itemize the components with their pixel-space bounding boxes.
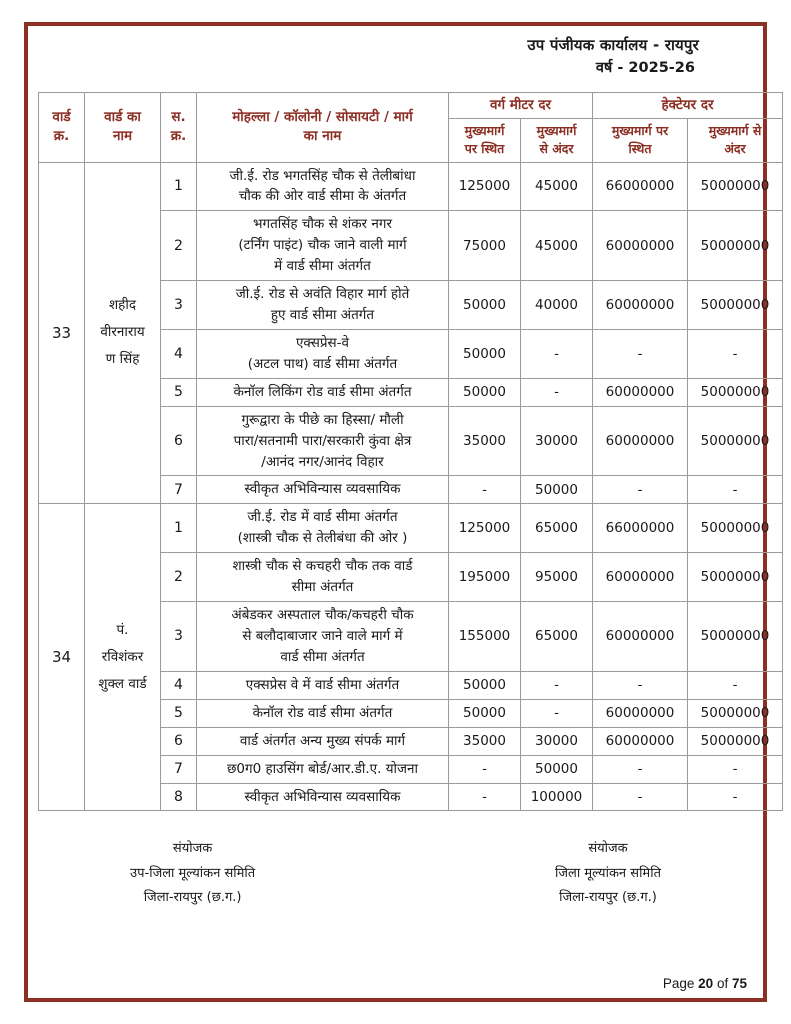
hectare-inside-rate-cell: -	[688, 671, 783, 699]
locality-line: स्वीकृत अभिविन्यास व्यवसायिक	[244, 788, 401, 805]
signatory-committee-left: उप-जिला मूल्यांकन समिति	[130, 865, 256, 881]
serial-number-cell: 4	[161, 329, 197, 378]
signatory-district-right: जिला-रायपुर (छ.ग.)	[559, 889, 657, 905]
locality-line: अंबेडकर अस्पताल चौक/कचहरी चौक	[231, 607, 414, 624]
hectare-on-main-road-rate-cell: 60000000	[593, 553, 688, 602]
hectare-inside-rate-cell: 50000000	[688, 553, 783, 602]
col-header-hectare-on-main-road: मुख्यमार्ग पर स्थित	[593, 119, 688, 162]
col-header-sqm-on-main-road: मुख्यमार्ग पर स्थित	[449, 119, 521, 162]
hectare-inside-rate-cell: -	[688, 329, 783, 378]
sqm-inside-rate-cell: 65000	[521, 504, 593, 553]
locality-name-cell	[197, 162, 449, 211]
serial-number-cell: 6	[161, 406, 197, 476]
locality-line: (शास्त्री चौक से तेलीबंधा की ओर )	[237, 530, 408, 547]
hectare-on-main-road-rate-cell: 60000000	[593, 602, 688, 672]
sqm-inside-rate-cell: -	[521, 378, 593, 406]
ward-name-line: रविशंकर	[101, 648, 144, 665]
locality-line: गुरूद्वारा के पीछे का हिस्सा/ मौली	[241, 411, 404, 428]
signatory-role-right: संयोजक	[588, 841, 628, 857]
locality-line: एक्सप्रेस वे में वार्ड सीमा अंतर्गत	[245, 676, 400, 693]
hectare-inside-rate-cell: 50000000	[688, 406, 783, 476]
serial-number-cell: 1	[161, 162, 197, 211]
serial-number-cell: 1	[161, 504, 197, 553]
locality-line: एक्सप्रेस-वे	[295, 334, 350, 351]
hectare-inside-rate-cell: 50000000	[688, 378, 783, 406]
col-header-ward-name: वार्ड का नाम	[85, 92, 161, 162]
locality-line: वार्ड अंतर्गत अन्य मुख्य संपर्क मार्ग	[239, 732, 406, 749]
fiscal-year: वर्ष - 2025-26	[595, 59, 695, 76]
locality-name-cell	[197, 727, 449, 755]
ward-name-line: शहीद	[108, 297, 136, 314]
locality-line: छ0ग0 हाउसिंग बोर्ड/आर.डी.ए. योजना	[226, 760, 419, 777]
locality-line: केनॉल लिकिंग रोड वार्ड सीमा अंतर्गत	[233, 383, 412, 400]
page-label-of: of	[716, 976, 729, 991]
locality-line: से बलौदाबाजार जाने वाले मार्ग में	[242, 628, 403, 645]
sqm-inside-rate-cell: 50000	[521, 476, 593, 504]
sqm-on-main-road-rate-cell: 50000	[449, 671, 521, 699]
page-current: 20	[698, 976, 714, 991]
serial-number-cell: 3	[161, 602, 197, 672]
page-total: 75	[731, 976, 747, 991]
locality-name-cell	[197, 504, 449, 553]
sqm-on-main-road-rate-cell: 195000	[449, 553, 521, 602]
locality-name-cell	[197, 602, 449, 672]
locality-line: स्वीकृत अभिविन्यास व्यवसायिक	[244, 481, 401, 498]
sqm-inside-rate-cell: 50000	[521, 755, 593, 783]
hectare-inside-rate-cell: -	[688, 783, 783, 811]
serial-number-cell: 8	[161, 783, 197, 811]
sqm-inside-rate-cell: 40000	[521, 281, 593, 330]
page-content	[24, 22, 770, 1004]
sqm-inside-rate-cell: -	[521, 671, 593, 699]
sqm-on-main-road-rate-cell: -	[449, 783, 521, 811]
sqm-inside-rate-cell: 100000	[521, 783, 593, 811]
table-body	[39, 162, 783, 811]
hectare-on-main-road-rate-cell: 60000000	[593, 281, 688, 330]
hectare-inside-rate-cell: 50000000	[688, 699, 783, 727]
hectare-inside-rate-cell: 50000000	[688, 602, 783, 672]
hectare-on-main-road-rate-cell: 66000000	[593, 162, 688, 211]
locality-name-cell	[197, 211, 449, 281]
serial-number-cell: 2	[161, 553, 197, 602]
sqm-on-main-road-rate-cell: -	[449, 476, 521, 504]
ward-name-line: ण सिंह	[105, 351, 140, 368]
signatory-role-left: संयोजक	[172, 841, 213, 857]
locality-line: केनॉल रोड वार्ड सीमा अंतर्गत	[252, 704, 393, 721]
hectare-inside-rate-cell: -	[688, 476, 783, 504]
locality-name-cell	[197, 406, 449, 476]
land-rates-table	[38, 92, 783, 812]
ward-name-line: पं.	[116, 621, 129, 638]
signature-block-sub-district	[130, 837, 255, 909]
col-header-locality: मोहल्ला / कॉलोनी / सोसायटी / मार्ग का नाम	[197, 92, 449, 162]
locality-line: /आनंद नगर/आनंद विहार	[261, 453, 384, 470]
locality-line: जी.ई. रोड से अवंति विहार मार्ग होते	[235, 286, 410, 303]
sqm-on-main-road-rate-cell: 50000	[449, 281, 521, 330]
locality-name-cell	[197, 783, 449, 811]
hectare-on-main-road-rate-cell: -	[593, 755, 688, 783]
document-header	[38, 34, 753, 80]
sqm-inside-rate-cell: 30000	[521, 406, 593, 476]
locality-line: जी.ई. रोड में वार्ड सीमा अंतर्गत	[247, 509, 398, 526]
sqm-inside-rate-cell: 30000	[521, 727, 593, 755]
serial-number-cell: 7	[161, 476, 197, 504]
locality-line: (अटल पाथ) वार्ड सीमा अंतर्गत	[247, 355, 398, 372]
ward-name-line: वीरनाराय	[100, 324, 145, 341]
hectare-on-main-road-rate-cell: -	[593, 783, 688, 811]
locality-line: जी.ई. रोड भगतसिंह चौक से तेलीबांधा	[229, 167, 416, 184]
hectare-inside-rate-cell: 50000000	[688, 727, 783, 755]
locality-line: शास्त्री चौक से कचहरी चौक तक वार्ड	[232, 558, 413, 575]
col-header-sqm-inside: मुख्यमार्ग से अंदर	[521, 119, 593, 162]
locality-line: चौक की ओर वार्ड सीमा के अंतर्गत	[238, 188, 407, 205]
sqm-inside-rate-cell: 45000	[521, 162, 593, 211]
hectare-inside-rate-cell: 50000000	[688, 211, 783, 281]
sqm-on-main-road-rate-cell: 50000	[449, 329, 521, 378]
sqm-on-main-road-rate-cell: 50000	[449, 378, 521, 406]
locality-line: भगतसिंह चौक से शंकर नगर	[253, 216, 392, 233]
locality-line: हुए वार्ड सीमा अंतर्गत	[270, 307, 375, 324]
locality-name-cell	[197, 378, 449, 406]
locality-line: (टर्निंग पाइंट) चौक जाने वाली मार्ग	[238, 237, 407, 254]
ward-name-cell	[85, 162, 161, 504]
serial-number-cell: 6	[161, 727, 197, 755]
hectare-on-main-road-rate-cell: 60000000	[593, 378, 688, 406]
signatory-committee-right: जिला मूल्यांकन समिति	[555, 865, 661, 881]
ward-number-cell: 33	[39, 162, 85, 504]
sqm-on-main-road-rate-cell: 155000	[449, 602, 521, 672]
signature-block-district	[555, 837, 661, 909]
table-row	[39, 162, 783, 211]
col-header-ward-no: वार्ड क्र.	[39, 92, 85, 162]
sqm-on-main-road-rate-cell: 35000	[449, 727, 521, 755]
hectare-on-main-road-rate-cell: -	[593, 671, 688, 699]
locality-line: वार्ड सीमा अंतर्गत	[280, 648, 365, 665]
locality-name-cell	[197, 281, 449, 330]
sqm-inside-rate-cell: 65000	[521, 602, 593, 672]
serial-number-cell: 2	[161, 211, 197, 281]
serial-number-cell: 4	[161, 671, 197, 699]
ward-name-line: शुक्ल वार्ड	[98, 675, 147, 692]
hectare-on-main-road-rate-cell: 66000000	[593, 504, 688, 553]
locality-name-cell	[197, 699, 449, 727]
serial-number-cell: 5	[161, 699, 197, 727]
locality-line: पारा/सतनामी पारा/सरकारी कुंवा क्षेत्र	[233, 432, 412, 449]
ward-name-cell	[85, 504, 161, 811]
sqm-on-main-road-rate-cell: 125000	[449, 162, 521, 211]
hectare-inside-rate-cell: 50000000	[688, 504, 783, 553]
hectare-on-main-road-rate-cell: 60000000	[593, 211, 688, 281]
col-group-header-sqm-rate: वर्ग मीटर दर	[449, 92, 593, 119]
sqm-on-main-road-rate-cell: -	[449, 755, 521, 783]
sqm-on-main-road-rate-cell: 125000	[449, 504, 521, 553]
serial-number-cell: 7	[161, 755, 197, 783]
hectare-on-main-road-rate-cell: 60000000	[593, 727, 688, 755]
page-label-prefix: Page	[662, 976, 695, 991]
locality-line: में वार्ड सीमा अंतर्गत	[274, 258, 371, 275]
sqm-on-main-road-rate-cell: 75000	[449, 211, 521, 281]
signatory-district-left: जिला-रायपुर (छ.ग.)	[143, 889, 242, 905]
col-group-header-hectare-rate: हेक्टेयर दर	[593, 92, 783, 119]
sqm-inside-rate-cell: -	[521, 329, 593, 378]
locality-name-cell	[197, 553, 449, 602]
sqm-inside-rate-cell: -	[521, 699, 593, 727]
locality-name-cell	[197, 329, 449, 378]
hectare-inside-rate-cell: -	[688, 755, 783, 783]
hectare-on-main-road-rate-cell: -	[593, 476, 688, 504]
hectare-inside-rate-cell: 50000000	[688, 162, 783, 211]
table-row	[39, 504, 783, 553]
sqm-on-main-road-rate-cell: 50000	[449, 699, 521, 727]
ward-number-cell: 34	[39, 504, 85, 811]
sqm-inside-rate-cell: 45000	[521, 211, 593, 281]
col-header-hectare-inside: मुख्यमार्ग से अंदर	[688, 119, 783, 162]
serial-number-cell: 5	[161, 378, 197, 406]
col-header-serial-no: स. क्र.	[161, 92, 197, 162]
table-header-row-1	[39, 92, 783, 119]
hectare-inside-rate-cell: 50000000	[688, 281, 783, 330]
locality-name-cell	[197, 476, 449, 504]
hectare-on-main-road-rate-cell: 60000000	[593, 406, 688, 476]
table-header	[39, 92, 783, 162]
locality-name-cell	[197, 671, 449, 699]
serial-number-cell: 3	[161, 281, 197, 330]
locality-name-cell	[197, 755, 449, 783]
hectare-on-main-road-rate-cell: 60000000	[593, 699, 688, 727]
sqm-on-main-road-rate-cell: 35000	[449, 406, 521, 476]
document-footer	[38, 837, 753, 909]
office-title: उप पंजीयक कार्यालय - रायपुर	[527, 36, 699, 54]
sqm-inside-rate-cell: 95000	[521, 553, 593, 602]
locality-line: सीमा अंतर्गत	[291, 579, 354, 596]
hectare-on-main-road-rate-cell: -	[593, 329, 688, 378]
